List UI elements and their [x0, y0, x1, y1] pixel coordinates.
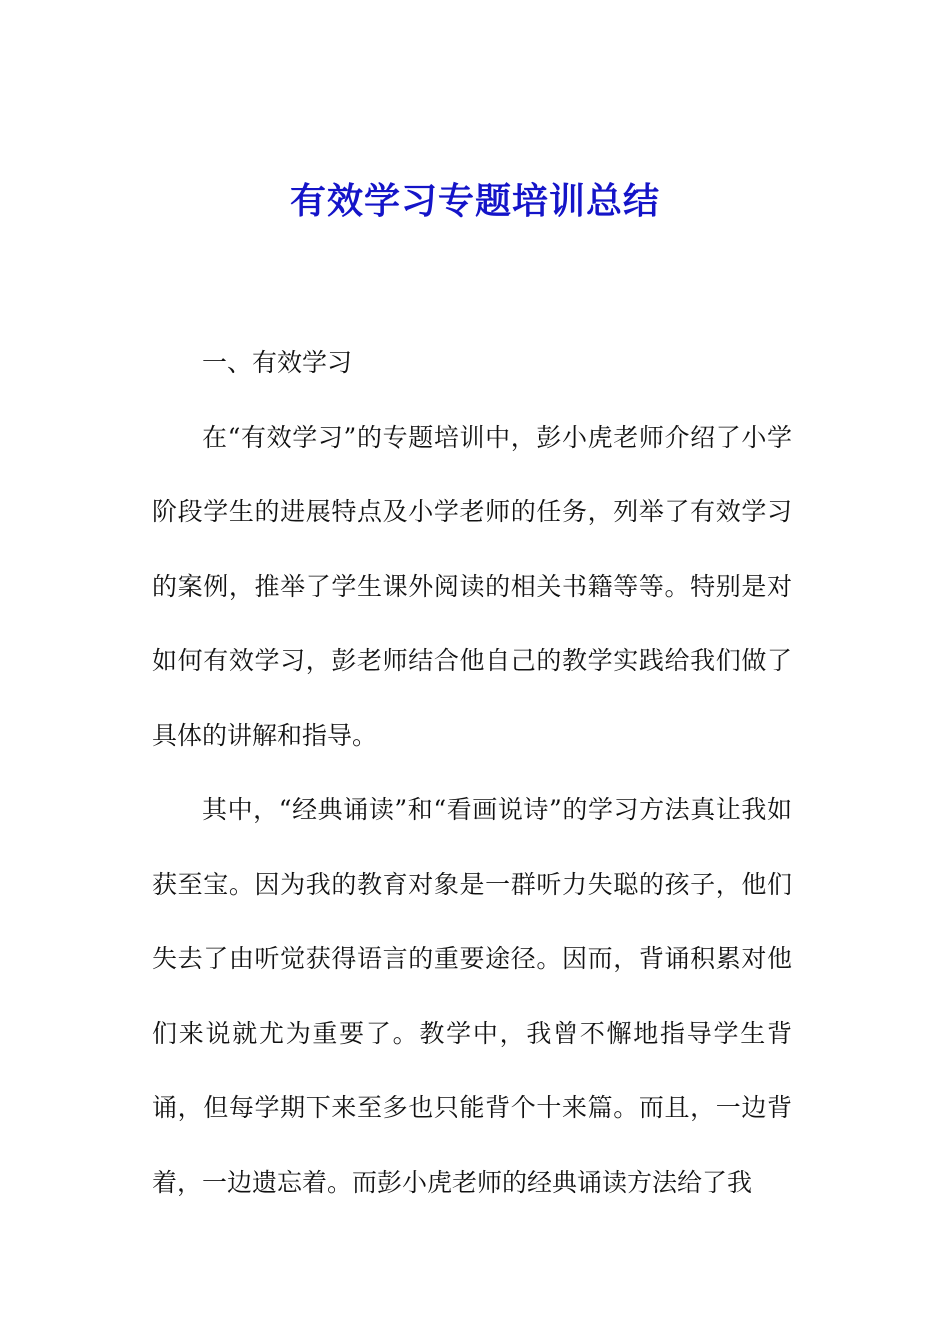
document-title: 有效学习专题培训总结	[289, 181, 660, 222]
document-body	[152, 326, 792, 1220]
section-heading: 一、有效学习	[202, 348, 353, 377]
body-paragraph: 在“有效学习”的专题培训中，彭小虎老师介绍了小学阶段学生的进展特点及小学老师的任务，列举了有效学习的案例，推举了学生课外阅读的相关书籍等等。特别是对如何有效学习，彭老师结合他自己的教学实践给我们做了具体的讲解和指导。	[152, 422, 792, 750]
body-paragraph: 其中，“经典诵读”和“看画说诗”的学习方法真让我如获至宝。因为我的教育对象是一群听力失聪的孩子，他们失去了由听觉获得语言的重要途径。因而，背诵积累对他们来说就尤为重要了。教学中，我曾不懈地指导学生背诵，但每学期下来至多也只能背个十来篇。而且，一边背着，一边遗忘着。而彭小虎老师的经典诵读方法给了我	[152, 795, 792, 1197]
